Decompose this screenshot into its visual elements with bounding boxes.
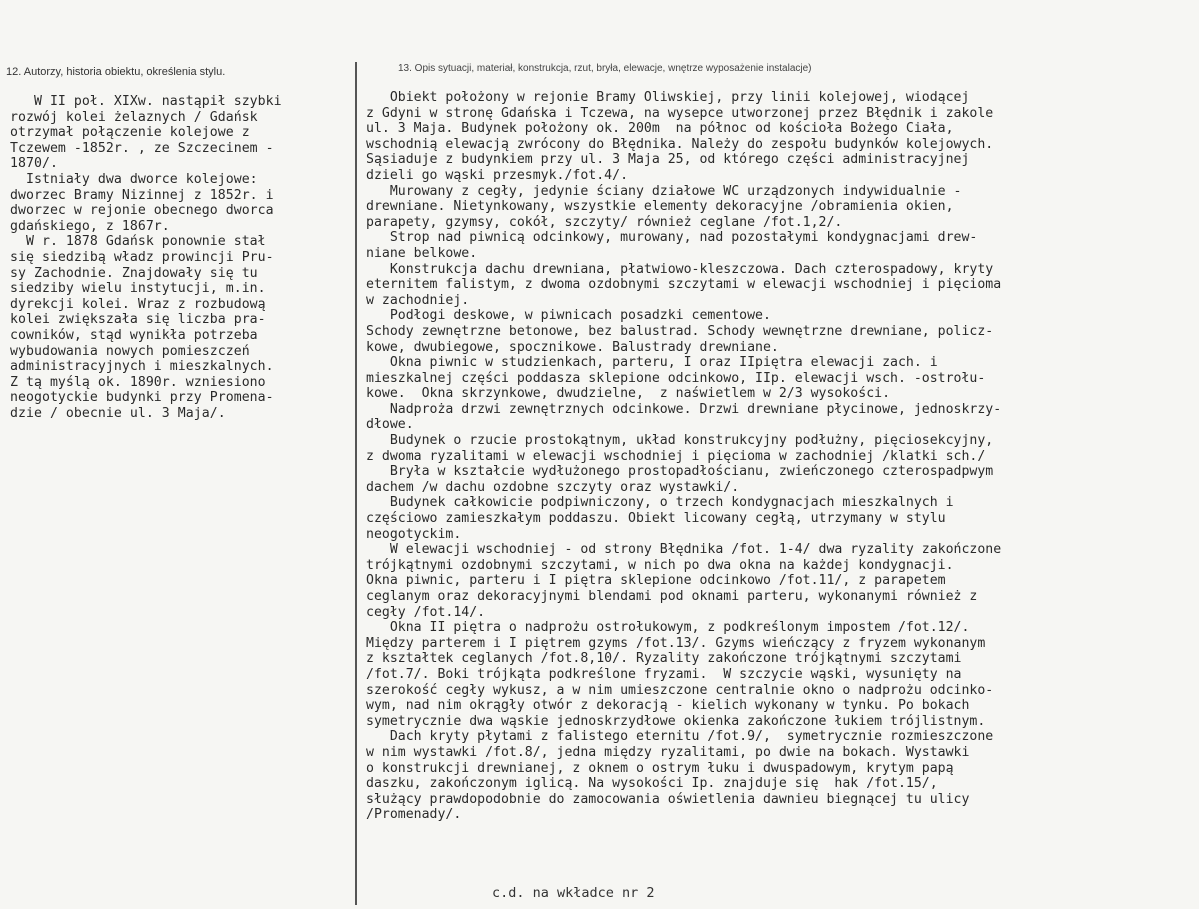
text-line: z dwoma ryzalitami w elewacji wschodniej i pięcioma w zachodniej /klatki sch./ bbox=[366, 448, 986, 464]
text-line: Okna II piętra o nadprożu ostrołukowym, z podkreślonym impostem /fot.12/. bbox=[366, 620, 970, 636]
text-line: ul. 3 Maja. Budynek położony ok. 200m na północ od kościoła Bożego Ciała, bbox=[366, 121, 954, 137]
text-line: cowników, stąd wynikła potrzeba bbox=[10, 327, 258, 343]
text-line: neogotyckim. bbox=[366, 526, 462, 542]
text-line: Istniały dwa dworce kolejowe: bbox=[10, 171, 258, 187]
text-line: Okna piwnic w studzienkach, parteru, I oraz IIpiętra elewacji zach. i bbox=[366, 355, 938, 371]
text-line: dachem /w dachu ozdobne szczyty oraz wystawki/. bbox=[366, 479, 740, 495]
text-line: otrzymał połączenie kolejowe z bbox=[10, 125, 250, 141]
text-line: Okna piwnic, parteru i I piętra sklepione odcinkowo /fot.11/, z parapetem bbox=[366, 573, 946, 589]
text-line: symetrycznie dwa wąskie jednoskrzydłowe okienka zakończone łukiem trójlistnym. bbox=[366, 713, 986, 729]
text-line: rozwój kolei żelaznych / Gdańsk bbox=[10, 109, 258, 125]
text-line: Budynek o rzucie prostokątnym, układ konstrukcyjny podłużny, pięciosekcyjny, bbox=[366, 433, 994, 449]
text-line: dłowe. bbox=[366, 417, 414, 433]
text-line: /fot.7/. Boki trójkąta podkreślone fryzami. W szczycie wąski, wysunięty na bbox=[366, 666, 962, 682]
text-line: Między parterem i I piętrem gzyms /fot.13/. Gzyms wieńczący z fryzem wykonanym bbox=[366, 635, 986, 651]
text-line: W II poł. XIXw. nastąpił szybki bbox=[10, 94, 282, 109]
text-line: W r. 1878 Gdańsk ponownie stał bbox=[10, 234, 266, 250]
text-line: kolei zwiększała się liczba pra- bbox=[10, 312, 266, 328]
text-line: Strop nad piwnicą odcinkowy, murowany, nad pozostałymi kondygnacjami drew- bbox=[366, 230, 978, 246]
text-line: Podłogi deskowe, w piwnicach posadzki cementowe. bbox=[366, 308, 771, 324]
text-line: drewniane. Nietynkowany, wszystkie elementy dekoracyjne /obramienia okien, bbox=[366, 199, 954, 215]
text-line: Obiekt położony w rejonie Bramy Oliwskiej, przy linii kolejowej, wiodącej bbox=[366, 90, 970, 105]
text-line: Sąsiaduje z budynkiem przy ul. 3 Maja 25, od którego części administracyjnej bbox=[366, 152, 970, 168]
history-column bbox=[10, 94, 358, 421]
text-line: parapety, gzymsy, cokół, szczyty/ również ceglane /fot.1,2/. bbox=[366, 214, 843, 230]
text-line: dzie / obecnie ul. 3 Maja/. bbox=[10, 405, 226, 421]
text-line: z kształtek ceglanych /fot.8,10/. Ryzality zakończone trójkątnymi szczytami bbox=[366, 651, 962, 667]
text-line: dworzec Bramy Nizinnej z 1852r. i bbox=[10, 187, 274, 203]
text-line: /Promenady/. bbox=[366, 807, 462, 823]
text-line: siedziby wielu instytucji, m.in. bbox=[10, 281, 266, 297]
text-line: Bryła w kształcie wydłużonego prostopadłościanu, zwieńczonego czterospadpwym bbox=[366, 464, 994, 480]
text-line: o konstrukcji drewnianej, z oknem o ostrym łuku i dwuspadowym, krytym papą bbox=[366, 760, 954, 776]
section-13-header: 13. Opis sytuacji, materiał, konstrukcja, rzut, bryła, elewacje, wnętrze wyposażenie instalacje) bbox=[398, 63, 812, 74]
text-line: z Gdyni w stronę Gdańska i Tczewa, na wysepce utworzonej przez Błędnik i zakole bbox=[366, 105, 994, 121]
text-line: neogotyckie budynki przy Promena- bbox=[10, 390, 274, 406]
text-line: administracyjnych i mieszkalnych. bbox=[10, 359, 274, 375]
text-line: Z tą myślą ok. 1890r. wzniesiono bbox=[10, 374, 266, 390]
text-line: sy Zachodnie. Znajdowały się tu bbox=[10, 265, 258, 281]
text-line: cegły /fot.14/. bbox=[366, 604, 486, 620]
text-line: w zachodniej. bbox=[366, 292, 470, 308]
text-line: ceglanym oraz dekoracyjnymi blendami pod oknami parteru, wykonanymi również z bbox=[366, 589, 978, 604]
text-line: Nadproża drzwi zewnętrznych odcinkowe. Drzwi drewniane płycinowe, jednoskrzy- bbox=[366, 401, 1002, 417]
description-column bbox=[366, 90, 1196, 823]
text-line: kowe, dwubiegowe, spocznikowe. Balustrady drewniane. bbox=[366, 339, 779, 355]
text-line: się siedzibą władz prowincji Pru- bbox=[10, 249, 274, 265]
text-line: dzieli go wąski przesmyk./fot.4/. bbox=[366, 167, 629, 183]
text-line: eternitem falistym, z dwoma ozdobnymi szczytami w elewacji wschodniej i pięcioma bbox=[366, 277, 1002, 293]
text-line: wym, nad nim okrągły otwór z dekoracją - kielich wykonany w tynku. Po bokach bbox=[366, 698, 970, 714]
text-line: służący prawdopodobnie do zamocowania oświetlenia dawnieu biegnącej tu ulicy bbox=[366, 791, 970, 807]
text-line: Konstrukcja dachu drewniana, płatwiowo-kleszczowa. Dach czterospadowy, kryty bbox=[366, 261, 994, 277]
text-line: szerokość cegły wykusz, a w nim umieszczone centralnie okno o nadprożu odcinko- bbox=[366, 682, 994, 698]
text-line: W elewacji wschodniej - od strony Błędnika /fot. 1-4/ dwa ryzality zakończone bbox=[366, 542, 1002, 558]
text-line: daszku, zakończonym iglicą. Na wysokości Ip. znajduje się hak /fot.15/, bbox=[366, 776, 938, 792]
text-line: w nim wystawki /fot.8/, jedna między ryzalitami, po dwie na bokach. Wystawki bbox=[366, 744, 970, 760]
continuation-note: c.d. na wkładce nr 2 bbox=[492, 885, 655, 901]
text-line: Murowany z cegły, jedynie ściany działowe WC urządzonych indywidualnie - bbox=[366, 183, 962, 199]
text-line: Schody zewnętrzne betonowe, bez balustrad. Schody wewnętrzne drewniane, policz- bbox=[366, 323, 994, 339]
text-line: dyrekcji kolei. Wraz z rozbudową bbox=[10, 296, 266, 312]
text-line: wybudowania nowych pomieszczeń bbox=[10, 343, 250, 359]
text-line: mieszkalnej części poddasza sklepione odcinkowo, IIp. elewacji wsch. -ostrołu- bbox=[366, 370, 986, 386]
text-line: trójkątnymi ozdobnymi szczytami, w nich po dwa okna na każdej kondygnacji. bbox=[366, 557, 954, 573]
text-line: wschodnią elewacją zwrócony do Błędnika. Należy do zespołu budynków kolejowych. bbox=[366, 136, 994, 152]
text-line: Budynek całkowicie podpiwniczony, o trzech kondygnacjach mieszkalnych i bbox=[366, 495, 954, 511]
section-12-header: 12. Autorzy, historia obiektu, określenia stylu. bbox=[6, 66, 226, 78]
text-line: Tczewem -1852r. , ze Szczecinem - bbox=[10, 140, 274, 156]
text-line: 1870/. bbox=[10, 156, 58, 172]
text-line: Dach kryty płytami z falistego eternitu /fot.9/, symetrycznie rozmieszczone bbox=[366, 729, 994, 745]
text-line: dworzec w rejonie obecnego dworca bbox=[10, 203, 274, 219]
text-line: częściowo zamieszkałym poddaszu. Obiekt licowany cegłą, utrzymany w stylu bbox=[366, 511, 946, 527]
text-line: kowe. Okna skrzynkowe, dwudzielne, z naświetlem w 2/3 wysokości. bbox=[366, 386, 891, 402]
text-line: gdańskiego, z 1867r. bbox=[10, 218, 170, 234]
text-line: niane belkowe. bbox=[366, 245, 478, 261]
